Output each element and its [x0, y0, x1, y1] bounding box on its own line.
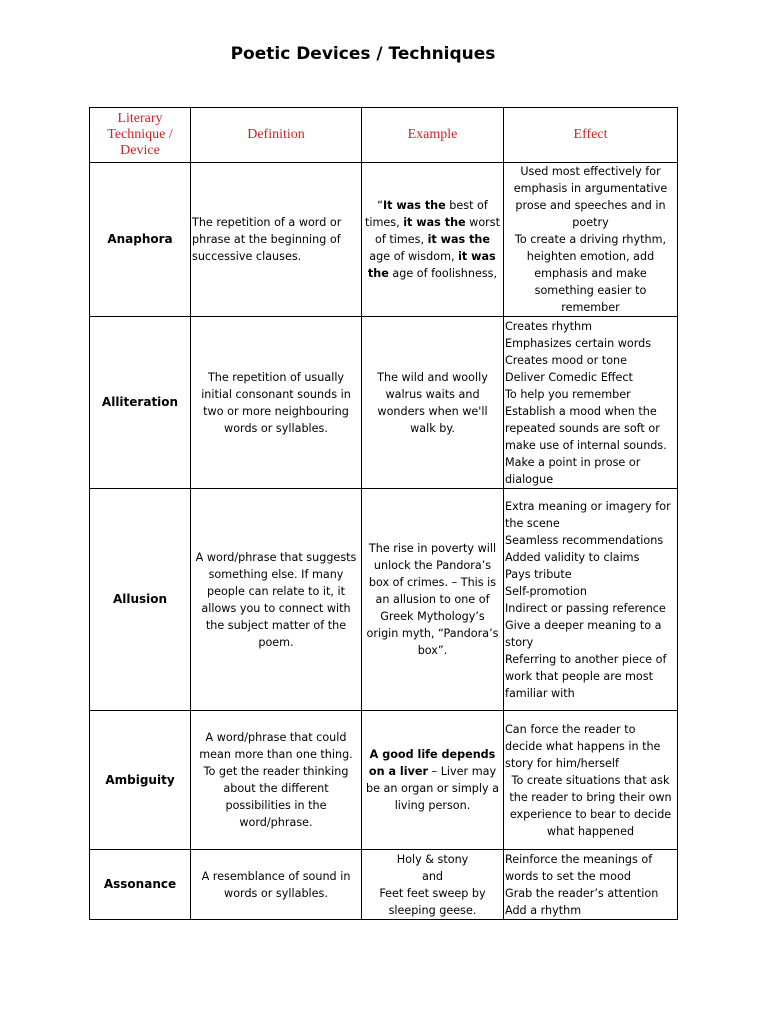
- effect-cell: [504, 850, 678, 920]
- effect-item: Pays tribute: [505, 567, 572, 581]
- term-cell: Assonance: [90, 850, 191, 920]
- effect-cell: [504, 489, 678, 711]
- header-technique: Literary Technique / Device: [90, 108, 191, 163]
- effect-item: Emphasizes certain words: [505, 336, 652, 350]
- effect-item: To help you remember: [505, 387, 631, 401]
- header-definition: Definition: [191, 108, 362, 163]
- effect-item: Self-promotion: [505, 584, 587, 598]
- example-cell: “It was the best of times, it was the worst of times, it was the age of wisdom, it was the age of foolishness,: [362, 163, 504, 317]
- term-cell: Alliteration: [90, 317, 191, 489]
- header-effect: Effect: [504, 108, 678, 163]
- table-row-alliteration: [90, 317, 678, 489]
- definition-cell: A word/phrase that could mean more than one thing. To get the reader thinking about the different possibilities in the word/phrase.: [191, 711, 362, 850]
- effect-cell: [504, 711, 678, 850]
- effect-cell: [504, 317, 678, 489]
- effect-item: Used most effectively for emphasis in argumentative prose and speeches and in poetry: [513, 165, 668, 229]
- effect-item: To create situations that ask the reader to bring their own experience to bear to decide what happened: [509, 773, 672, 838]
- effect-item: Reinforce the meanings of words to set the mood: [505, 852, 653, 883]
- table-row-assonance: [90, 850, 678, 920]
- effect-item: Grab the reader’s attention: [505, 886, 659, 900]
- example-cell: Holy & stony and Feet feet sweep by sleeping geese.: [362, 850, 504, 920]
- term-cell: Anaphora: [90, 163, 191, 317]
- header-row: [90, 108, 678, 163]
- effect-item: Give a deeper meaning to a story: [505, 618, 662, 649]
- effect-item: Indirect or passing reference: [505, 601, 666, 615]
- effect-item: Add a rhythm: [505, 903, 582, 917]
- effect-item: Make a point in prose or dialogue: [505, 455, 641, 486]
- table-row-allusion: [90, 489, 678, 711]
- page-title: Poetic Devices / Techniques: [230, 44, 496, 64]
- table-row-ambiguity: [90, 711, 678, 850]
- definition-cell: The repetition of a word or phrase at the beginning of successive clauses.: [191, 163, 362, 317]
- table-row-anaphora: [90, 163, 678, 317]
- effect-item: Extra meaning or imagery for the scene: [505, 499, 671, 530]
- example-cell: The rise in poverty will unlock the Pandora’s box of crimes. – This is an allusion to one of Greek Mythology’s origin myth, “Pandora’s box”.: [362, 489, 504, 711]
- effect-item: Seamless recommendations: [505, 533, 664, 547]
- effect-cell: [504, 163, 678, 317]
- effect-item: Can force the reader to decide what happens in the story for him/herself: [505, 722, 661, 770]
- definition-cell: A resemblance of sound in words or syllables.: [191, 850, 362, 920]
- poetic-devices-table: [89, 107, 678, 920]
- header-example: Example: [362, 108, 504, 163]
- effect-item: Establish a mood when the repeated sounds are soft or make use of internal sounds.: [505, 404, 667, 452]
- effect-item: Referring to another piece of work that people are most familiar with: [505, 652, 667, 700]
- example-cell: The wild and woolly walrus waits and wonders when we'll walk by.: [362, 317, 504, 489]
- effect-item: Creates rhythm: [505, 319, 593, 333]
- effect-item: Deliver Comedic Effect: [505, 370, 633, 384]
- example-cell: A good life depends on a liver – Liver may be an organ or simply a living person.: [362, 711, 504, 850]
- definition-cell: A word/phrase that suggests something else. If many people can relate to it, it allows you to connect with the subject matter of the poem.: [191, 489, 362, 711]
- term-cell: Allusion: [90, 489, 191, 711]
- definition-cell: The repetition of usually initial consonant sounds in two or more neighbouring words or syllables.: [191, 317, 362, 489]
- term-cell: Ambiguity: [90, 711, 191, 850]
- effect-item: Creates mood or tone: [505, 353, 628, 367]
- effect-item: Added validity to claims: [505, 550, 640, 564]
- effect-item: To create a driving rhythm, heighten emotion, add emphasis and make something easier to remember: [514, 233, 667, 314]
